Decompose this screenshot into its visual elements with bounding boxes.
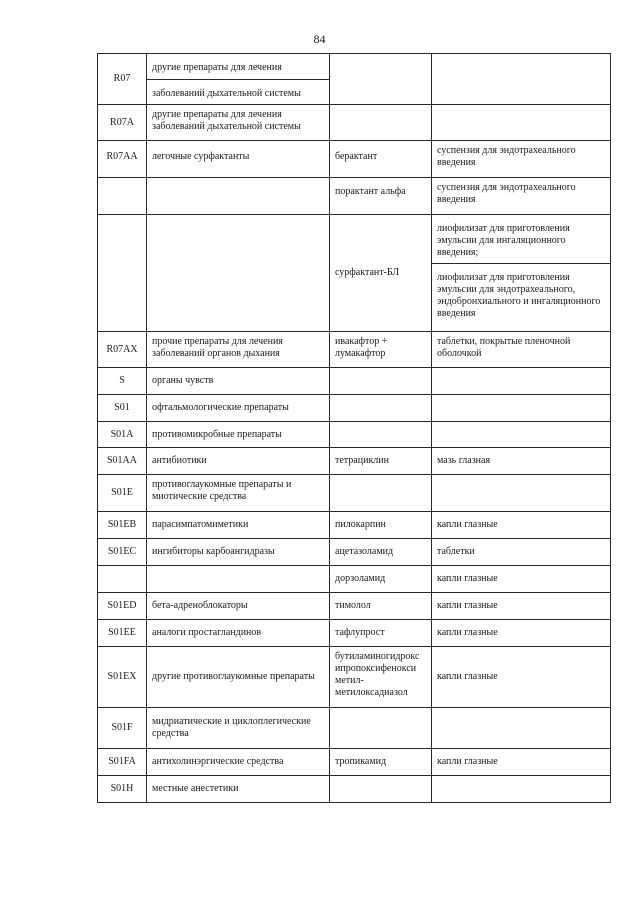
table-row <box>98 448 611 475</box>
group-name-cell <box>147 566 330 593</box>
group-name-cell: бета-адреноблокаторы <box>147 593 330 620</box>
dosage-form-cell <box>432 105 611 141</box>
drug-name-cell: тетрациклин <box>330 448 432 475</box>
drug-name-cell: ивакафтор + лумакафтор <box>330 332 432 368</box>
dosage-form-cell <box>432 54 611 105</box>
table-row <box>98 332 611 368</box>
atc-code-cell <box>98 566 147 593</box>
dosage-form-cell <box>432 708 611 749</box>
dosage-form-cell: таблетки <box>432 539 611 566</box>
atc-code-cell: S01H <box>98 776 147 803</box>
table-row <box>98 539 611 566</box>
dosage-form-cell <box>432 422 611 448</box>
drug-name-cell: бутиламиногидрокс ипропоксифенокси метил-метилоксадиазол <box>330 647 432 708</box>
group-name-cell: прочие препараты для лечения заболеваний органов дыхания <box>147 332 330 368</box>
atc-code-cell: S01EX <box>98 647 147 708</box>
dosage-form-cell: капли глазные <box>432 566 611 593</box>
dosage-form-cell: капли глазные <box>432 512 611 539</box>
drug-name-cell <box>330 422 432 448</box>
page-number: 84 <box>313 32 326 46</box>
group-name-cell: другие препараты для лечения <box>147 54 330 80</box>
group-name-cell: парасимпатомиметики <box>147 512 330 539</box>
drug-name-cell <box>330 776 432 803</box>
group-name-cell: другие противоглаукомные препараты <box>147 647 330 708</box>
drug-name-cell <box>330 54 432 105</box>
atc-code-cell: S01EB <box>98 512 147 539</box>
atc-code-cell <box>98 178 147 215</box>
group-name-cell <box>147 215 330 332</box>
atc-code-cell: R07AX <box>98 332 147 368</box>
table-row <box>98 368 611 395</box>
group-name-cell: местные анестетики <box>147 776 330 803</box>
table-row <box>98 776 611 803</box>
table-row <box>98 749 611 776</box>
atc-code-cell <box>98 215 147 332</box>
drug-name-cell: порактант альфа <box>330 178 432 215</box>
group-name-cell: другие препараты для лечения заболеваний дыхательной системы <box>147 105 330 141</box>
table-row <box>98 178 611 215</box>
drug-name-cell: ацетазоламид <box>330 539 432 566</box>
drug-classification-table <box>97 53 611 803</box>
table-row <box>98 620 611 647</box>
dosage-form-cell: лиофилизат для приготовления эмульсии для ингаляционного введения; <box>432 215 611 264</box>
group-name-cell: противоглаукомные препараты и миотические средства <box>147 475 330 512</box>
group-name-cell: противомикробные препараты <box>147 422 330 448</box>
drug-name-cell <box>330 368 432 395</box>
atc-code-cell: R07AA <box>98 141 147 178</box>
dosage-form-cell <box>432 395 611 422</box>
atc-code-cell: S01EE <box>98 620 147 647</box>
atc-code-cell: R07 <box>98 54 147 105</box>
atc-code-cell: S01A <box>98 422 147 448</box>
dosage-form-cell: капли глазные <box>432 647 611 708</box>
dosage-form-cell: таблетки, покрытые пленочной оболочкой <box>432 332 611 368</box>
atc-code-cell: S01FA <box>98 749 147 776</box>
atc-code-cell: S01EC <box>98 539 147 566</box>
group-name-cell: органы чувств <box>147 368 330 395</box>
atc-code-cell: S01ED <box>98 593 147 620</box>
dosage-form-cell: капли глазные <box>432 749 611 776</box>
group-name-cell: мидриатические и циклоплегические средства <box>147 708 330 749</box>
dosage-form-cell: суспензия для эндотрахеального введения <box>432 178 611 215</box>
group-name-cell <box>147 178 330 215</box>
atc-code-cell: R07A <box>98 105 147 141</box>
dosage-form-cell <box>432 776 611 803</box>
table-row <box>98 215 611 264</box>
drug-name-cell: берактант <box>330 141 432 178</box>
drug-name-cell <box>330 395 432 422</box>
dosage-form-cell <box>432 368 611 395</box>
dosage-form-cell <box>432 475 611 512</box>
drug-name-cell: тропикамид <box>330 749 432 776</box>
table-row <box>98 141 611 178</box>
atc-code-cell: S01 <box>98 395 147 422</box>
dosage-form-cell: суспензия для эндотрахеального введения <box>432 141 611 178</box>
table-row <box>98 54 611 80</box>
group-name-cell: офтальмологические препараты <box>147 395 330 422</box>
group-name-cell: антибиотики <box>147 448 330 475</box>
drug-name-cell: пилокарпин <box>330 512 432 539</box>
group-name-cell: заболеваний дыхательной системы <box>147 80 330 105</box>
atc-code-cell: S <box>98 368 147 395</box>
drug-name-cell <box>330 708 432 749</box>
dosage-form-cell: лиофилизат для приготовления эмульсии для эндотрахеального, эндобронхиального и ингаляционного введения <box>432 264 611 332</box>
group-name-cell: легочные сурфактанты <box>147 141 330 178</box>
drug-name-cell: тафлупрост <box>330 620 432 647</box>
table-row <box>98 708 611 749</box>
drug-name-cell: сурфактант-БЛ <box>330 215 432 332</box>
atc-code-cell: S01E <box>98 475 147 512</box>
group-name-cell: антихолинэргические средства <box>147 749 330 776</box>
dosage-form-cell: капли глазные <box>432 593 611 620</box>
table-row <box>98 512 611 539</box>
table-row <box>98 395 611 422</box>
atc-code-cell: S01F <box>98 708 147 749</box>
table-row <box>98 647 611 708</box>
atc-code-cell: S01AA <box>98 448 147 475</box>
drug-name-cell: дорзоламид <box>330 566 432 593</box>
group-name-cell: аналоги простагландинов <box>147 620 330 647</box>
table-row <box>98 422 611 448</box>
dosage-form-cell: мазь глазная <box>432 448 611 475</box>
table-row <box>98 566 611 593</box>
drug-name-cell: тимолол <box>330 593 432 620</box>
drug-name-cell <box>330 105 432 141</box>
table-row <box>98 475 611 512</box>
table-row <box>98 593 611 620</box>
drug-name-cell <box>330 475 432 512</box>
dosage-form-cell: капли глазные <box>432 620 611 647</box>
table-row <box>98 105 611 141</box>
group-name-cell: ингибиторы карбоангидразы <box>147 539 330 566</box>
